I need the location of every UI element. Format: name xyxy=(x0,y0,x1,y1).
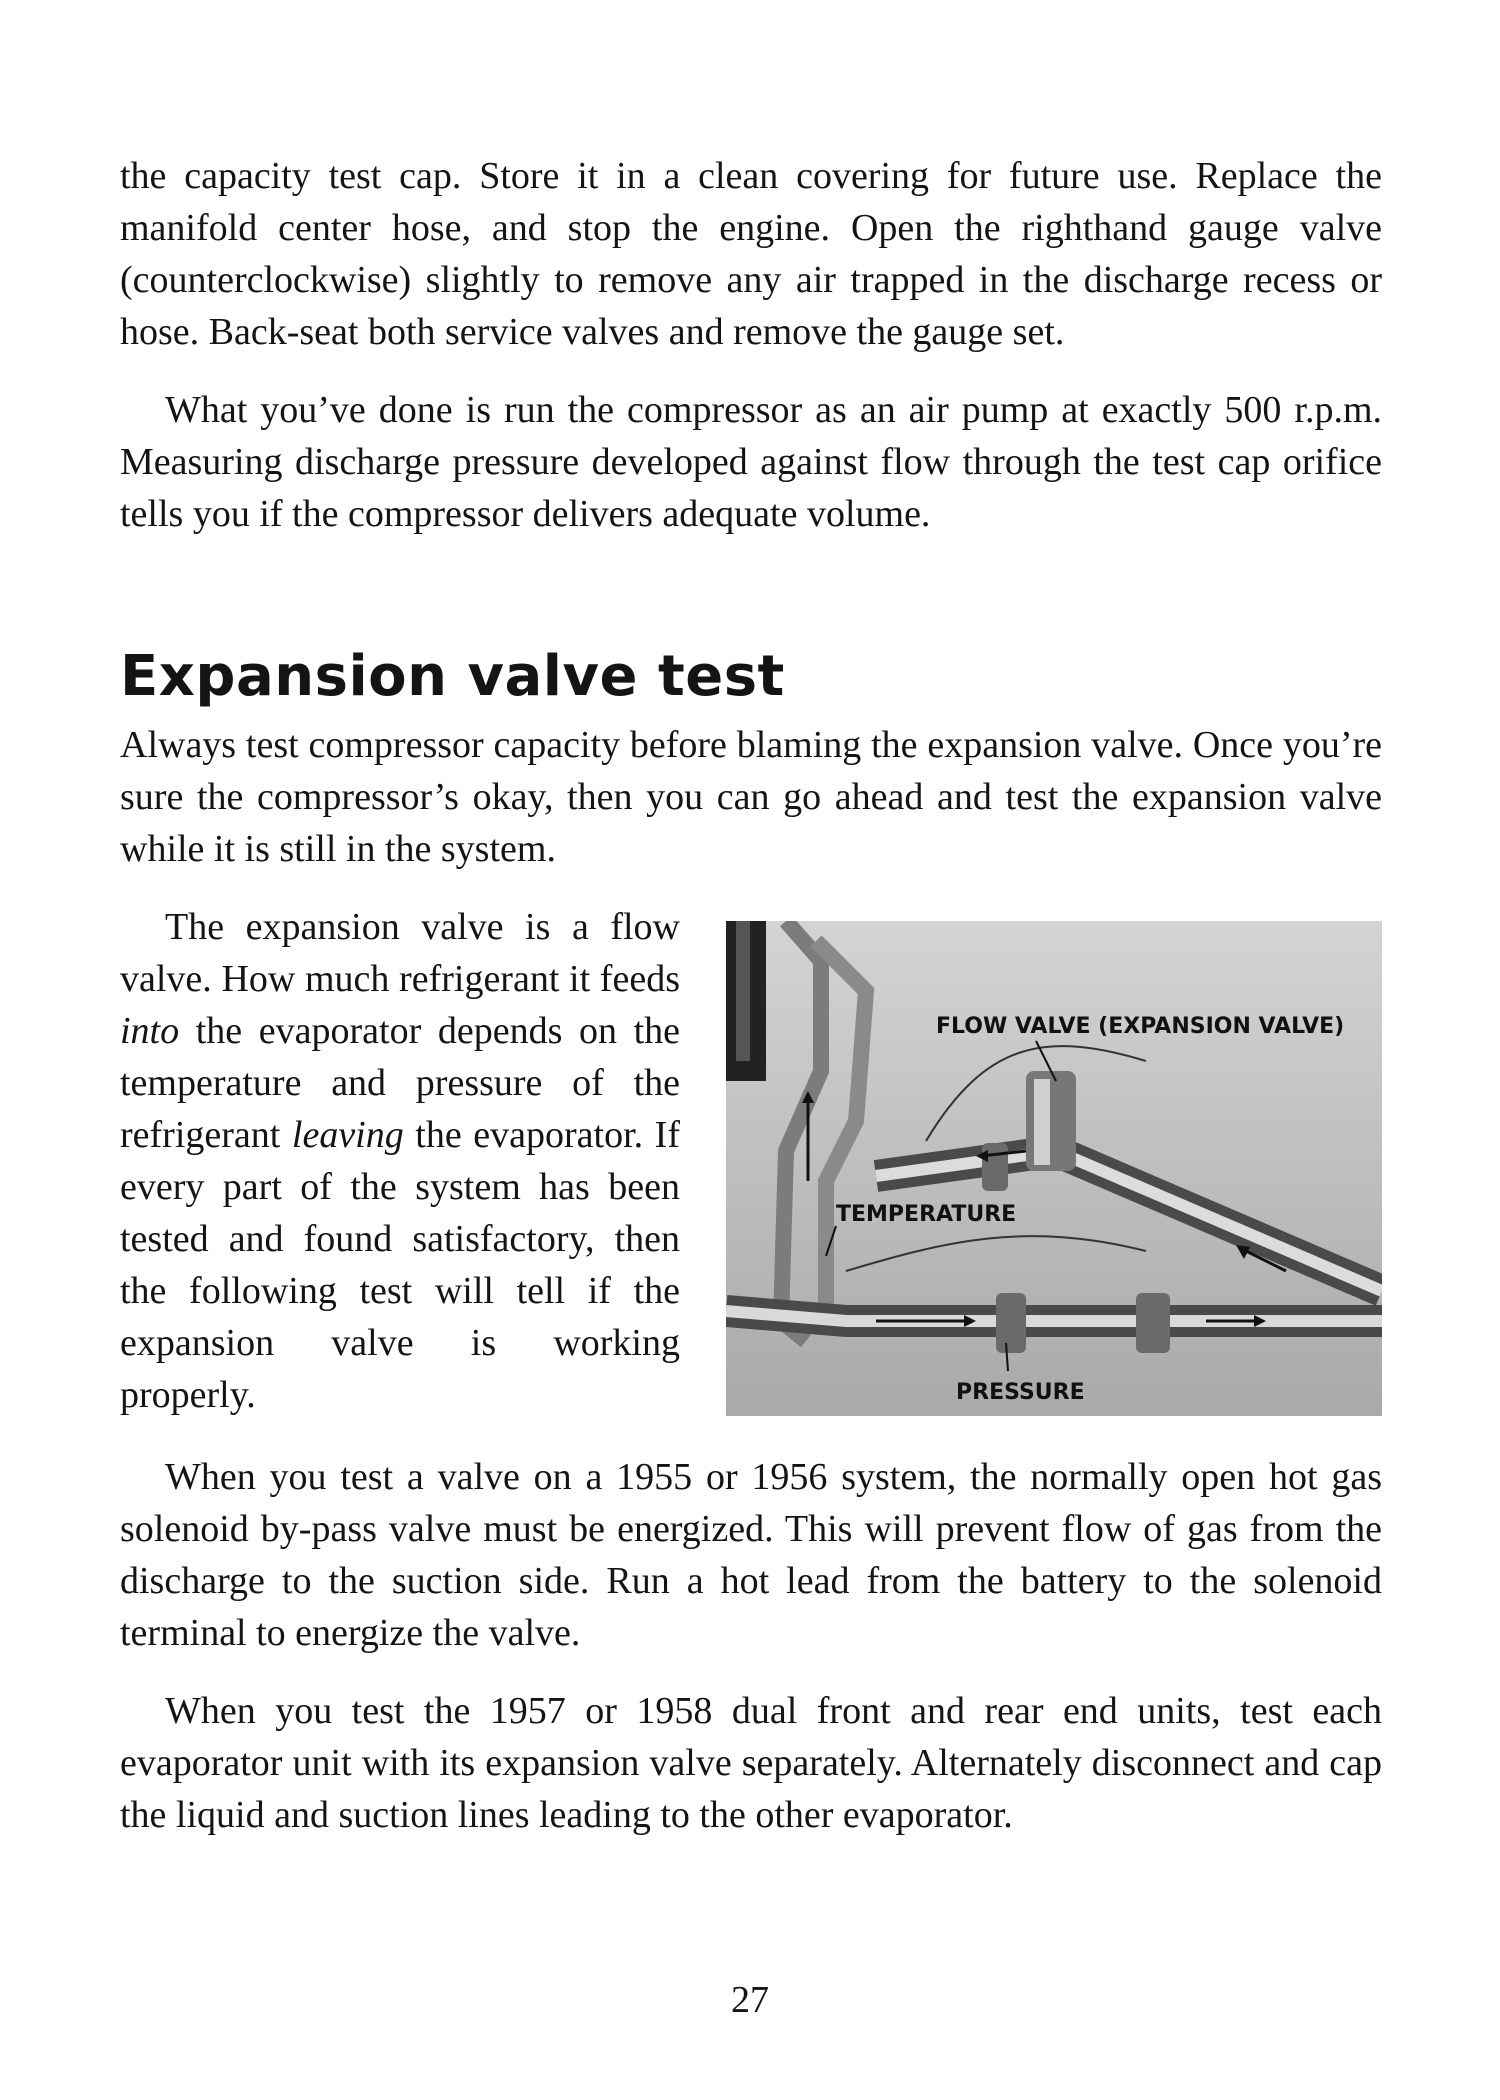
label-pressure: PRESSURE xyxy=(956,1380,1085,1405)
paragraph-dual-units: When you test the 1957 or 1958 dual front and rear end units, test each evaporator unit with its expansion valve separately. Alternately disconnect and cap the liquid and suction lines leading to the other evaporator. xyxy=(120,1690,1382,1836)
valve-illustration xyxy=(726,921,1382,1416)
section-title: Expansion valve test xyxy=(120,644,785,709)
valve-body-icon xyxy=(1026,1071,1076,1171)
label-temperature: TEMPERATURE xyxy=(836,1202,1017,1227)
expansion-valve-photo xyxy=(726,921,1382,1416)
paragraph-flow-valve: The expansion valve is a flow valve. How much refrigerant it feeds into the evaporator depends on the temperature and pressure of the refrigerant leaving the evaporator. If every part of the system has been tested and found satisfactory, then the following test will tell if the expansion valve is working properly. xyxy=(120,906,680,1416)
figure-row xyxy=(120,901,1382,1451)
paragraph-solenoid: When you test a valve on a 1955 or 1956 system, the normally open hot gas solenoid by-pass valve must be energized. This will prevent flow of gas from the discharge to the suction side. Run a hot lead from the battery to the solenoid terminal to energize the valve. xyxy=(120,1456,1382,1654)
paragraph-air-pump: What you’ve done is run the compressor as an air pump at exactly 500 r.p.m. Measuring discharge pressure developed against flow through the test cap orifice tells you if the compressor delivers adequate volume. xyxy=(120,389,1382,535)
page-body xyxy=(120,150,1382,1841)
paragraph-capacity-cap: the capacity test cap. Store it in a clean covering for future use. Replace the manifold center hose, and stop the engine. Open the righthand gauge valve (counterclockwise) slightly to remove any air trapped in the discharge recess or hose. Back-seat both service valves and remove the gauge set. xyxy=(120,155,1382,353)
emphasis-leaving: leaving xyxy=(291,1114,404,1156)
page-number: 27 xyxy=(731,1979,769,2021)
paragraph-intro: Always test compressor capacity before blaming the expansion valve. Once you’re sure the compressor’s okay, then you can go ahead and test the expansion valve while it is still in the system. xyxy=(120,724,1382,870)
emphasis-into: into xyxy=(120,1010,180,1052)
label-flow-valve: FLOW VALVE (EXPANSION VALVE) xyxy=(936,1014,1345,1039)
